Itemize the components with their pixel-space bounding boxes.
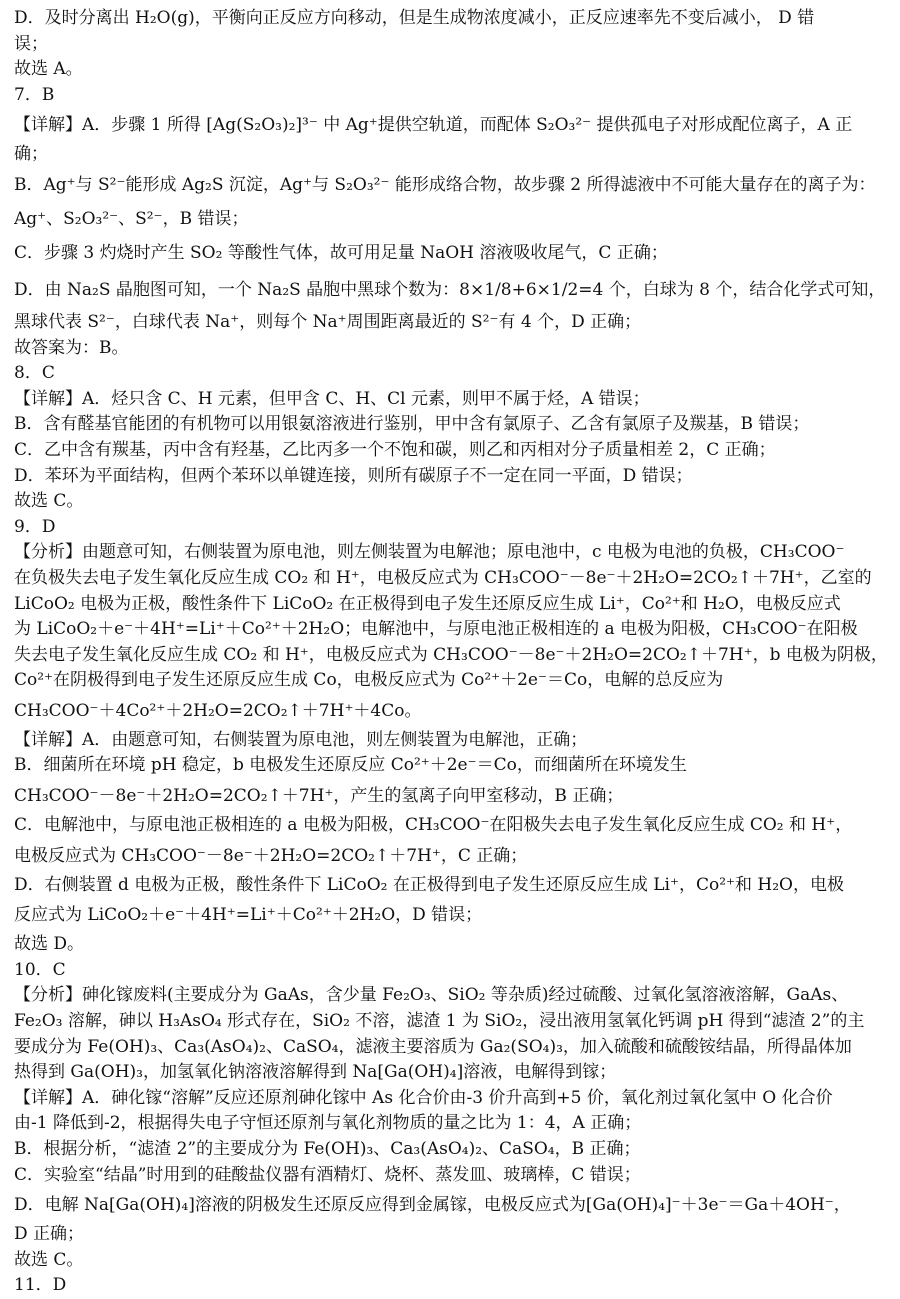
text-line: D．电解 Na[Ga(OH)₄]溶液的阴极发生还原反应得到金属镓，电极反应式为[Ga(OH)₄]⁻＋3e⁻＝Ga＋4OH⁻，	[14, 1195, 851, 1216]
text-line: 失去电子发生氧化反应生成 CO₂ 和 H⁺，电极反应式为 CH₃COO⁻－8e⁻＋2H₂O=2CO₂↑＋7H⁺，b 电极为阴极，	[14, 644, 888, 665]
text-line: CH₃COO⁻＋4Co²⁺＋2H₂O=2CO₂↑＋7H⁺＋4Co。	[14, 700, 422, 721]
text-line: 由-1 降低到-2，根据得失电子守恒还原剂与氧化剂物质的量之比为 1：4，A 正确；	[14, 1113, 642, 1134]
text-line: 热得到 Ga(OH)₃，加氢氧化钠溶液溶解得到 Na[Ga(OH)₄]溶液，电解得到镓；	[14, 1062, 617, 1083]
text-line: 故答案为：B。	[14, 337, 129, 358]
text-line: B．含有醛基官能团的有机物可以用银氨溶液进行鉴别，甲中含有氯原子、乙含有氯原子及羰基，B 错误；	[14, 414, 810, 435]
text-line: Co²⁺在阴极得到电子发生还原反应生成 Co，电极反应式为 Co²⁺＋2e⁻＝Co，电解的总反应为	[14, 670, 724, 691]
text-line: 【详解】A．步骤 1 所得 [Ag(S₂O₃)₂]³⁻ 中 Ag⁺提供空轨道，而配体 S₂O₃²⁻ 提供孤电子对形成配位离子，A 正	[14, 115, 853, 136]
text-line: 故选 A。	[14, 59, 83, 80]
text-line: 黑球代表 S²⁻，白球代表 Na⁺，则每个 Na⁺周围距离最近的 S²⁻有 4 个，D 正确；	[14, 311, 642, 332]
text-line: D 正确；	[14, 1224, 85, 1245]
text-line: 为 LiCoO₂＋e⁻＋4H⁺=Li⁺＋Co²⁺＋2H₂O；电解池中，与原电池正极相连的 a 电极为阳极，CH₃COO⁻在阳极	[14, 619, 858, 640]
text-line: 【分析】由题意可知，右侧装置为原电池，则左侧装置为电解池；原电池中，c 电极为电池的负极，CH₃COO⁻	[14, 542, 845, 563]
text-line: Ag⁺、S₂O₃²⁻、S²⁻，B 错误；	[14, 208, 249, 229]
text-line: LiCoO₂ 电极为正极，酸性条件下 LiCoO₂ 在正极得到电子发生还原反应生成 Li⁺，Co²⁺和 H₂O，电极反应式	[14, 593, 841, 614]
text-line: D．由 Na₂S 晶胞图可知，一个 Na₂S 晶胞中黑球个数为：8×1/8+6×1/2=4 个，白球为 8 个，结合化学式可知，	[14, 279, 886, 300]
text-line: 7．B	[14, 84, 55, 105]
answer-document	[14, 6, 890, 1299]
text-line: 10．C	[14, 959, 66, 980]
text-line: Fe₂O₃ 溶解，砷以 H₃AsO₄ 形式存在，SiO₂ 不溶，滤渣 1 为 SiO₂，浸出液用氢氧化钙调 pH 得到“滤渣 2”的主	[14, 1011, 865, 1032]
text-line: 8．C	[14, 363, 55, 384]
text-line: C．乙中含有羰基，丙中含有羟基，乙比丙多一个不饱和碳，则乙和丙相对分子质量相差 2，C 正确；	[14, 439, 776, 460]
text-line: 【详解】A．砷化镓“溶解”反应还原剂砷化镓中 As 化合价由-3 价升高到+5 价，氧化剂过氧化氢中 O 化合价	[14, 1087, 833, 1108]
text-line: CH₃COO⁻－8e⁻＋2H₂O=2CO₂↑＋7H⁺，产生的氢离子向甲室移动，B 正确；	[14, 786, 624, 807]
text-line: 【详解】A．由题意可知，右侧装置为原电池，则左侧装置为电解池，正确；	[14, 729, 588, 750]
text-line: 故选 D。	[14, 934, 85, 955]
text-line: D．及时分离出 H₂O(g)，平衡向正反应方向移动，但是生成物浓度减小，正反应速率先不变后减小， D 错	[14, 8, 815, 28]
text-line: 要成分为 Fe(OH)₃、Ca₃(AsO₄)₂、CaSO₄，滤液主要溶质为 Ga₂(SO₄)₃，加入硫酸和硫酸铵结晶，所得晶体加	[14, 1036, 852, 1057]
text-line: C．电解池中，与原电池正极相连的 a 电极为阳极，CH₃COO⁻在阳极失去电子发生氧化反应生成 CO₂ 和 H⁺，	[14, 815, 853, 836]
text-line: C．步骤 3 灼烧时产生 SO₂ 等酸性气体，故可用足量 NaOH 溶液吸收尾气，C 正确；	[14, 242, 668, 263]
text-line: 9．D	[14, 516, 56, 537]
text-line: 【详解】A．烃只含 C、H 元素，但甲含 C、H、Cl 元素，则甲不属于烃，A 错误；	[14, 388, 650, 409]
text-line: D．苯环为平面结构，但两个苯环以单键连接，则所有碳原子不一定在同一平面，D 错误；	[14, 465, 693, 486]
text-line: B．Ag⁺与 S²⁻能形成 Ag₂S 沉淀，Ag⁺与 S₂O₃²⁻ 能形成络合物，故步骤 2 所得滤液中不可能大量存在的离子为：	[14, 174, 876, 195]
text-line: B．根据分析，“滤渣 2”的主要成分为 Fe(OH)₃、Ca₃(AsO₄)₂、CaSO₄，B 正确；	[14, 1139, 641, 1159]
text-line: 11．D	[14, 1275, 67, 1296]
text-line: 电极反应式为 CH₃COO⁻－8e⁻＋2H₂O=2CO₂↑＋7H⁺，C 正确；	[14, 845, 528, 866]
text-line: D．右侧装置 d 电极为正极，酸性条件下 LiCoO₂ 在正极得到电子发生还原反应生成 Li⁺，Co²⁺和 H₂O，电极	[14, 874, 844, 895]
text-line: C．实验室“结晶”时用到的硅酸盐仪器有酒精灯、烧杯、蒸发皿、玻璃棒，C 错误；	[14, 1164, 641, 1185]
text-line: 误；	[14, 33, 48, 54]
text-line: 反应式为 LiCoO₂＋e⁻＋4H⁺=Li⁺＋Co²⁺＋2H₂O，D 错误；	[14, 905, 483, 926]
text-line: 故选 C。	[14, 491, 84, 512]
text-line: 在负极失去电子发生氧化反应生成 CO₂ 和 H⁺，电极反应式为 CH₃COO⁻－8e⁻＋2H₂O=2CO₂↑＋7H⁺，乙室的	[14, 567, 872, 588]
text-line: 故选 C。	[14, 1249, 84, 1270]
text-line: 【分析】砷化镓废料(主要成分为 GaAs，含少量 Fe₂O₃、SiO₂ 等杂质)经过硫酸、过氧化氢溶液溶解，GaAs、	[14, 985, 849, 1006]
text-line: 确；	[14, 144, 48, 165]
text-line: B．细菌所在环境 pH 稳定，b 电极发生还原反应 Co²⁺＋2e⁻＝Co，而细菌所在环境发生	[14, 755, 687, 776]
